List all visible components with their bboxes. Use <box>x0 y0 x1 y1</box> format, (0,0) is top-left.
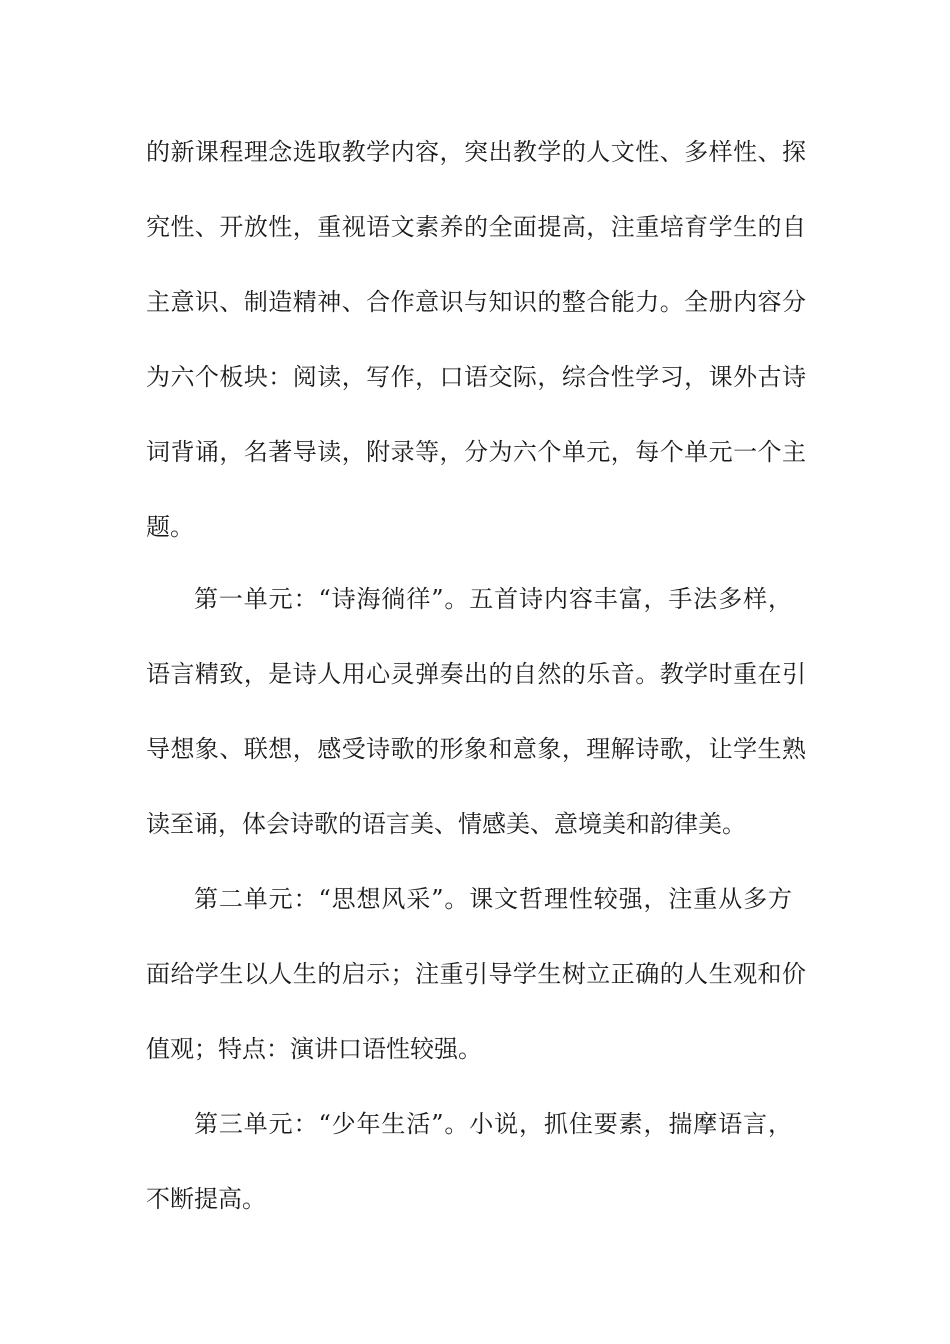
text-line: 不断提高。 <box>146 1185 266 1213</box>
paragraph-first-line: 第一单元：“诗海徜徉”。五首诗内容丰富，手法多样， <box>194 585 792 613</box>
text-line: 为六个板块：阅读，写作，口语交际，综合性学习，课外古诗 <box>146 363 806 391</box>
paragraph-first-line: 第二单元：“思想风采”。课文哲理性较强，注重从多方 <box>194 885 792 913</box>
text-line: 读至诵，体会诗歌的语言美、情感美、意境美和韵律美。 <box>146 810 746 838</box>
text-line: 的新课程理念选取教学内容，突出教学的人文性、多样性、探 <box>146 138 806 166</box>
text-line: 主意识、制造精神、合作意识与知识的整合能力。全册内容分 <box>146 288 806 316</box>
paragraph-first-line: 第三单元：“少年生活”。小说，抓住要素，揣摩语言， <box>194 1110 792 1138</box>
text-line: 究性、开放性，重视语文素养的全面提高，注重培育学生的自 <box>146 213 806 241</box>
text-line: 面给学生以人生的启示；注重引导学生树立正确的人生观和价 <box>146 960 806 988</box>
text-line: 语言精致，是诗人用心灵弹奏出的自然的乐音。教学时重在引 <box>146 660 806 688</box>
text-line: 导想象、联想，感受诗歌的形象和意象，理解诗歌，让学生熟 <box>146 735 806 763</box>
text-line: 值观；特点：演讲口语性较强。 <box>146 1035 482 1063</box>
text-line: 词背诵，名著导读，附录等，分为六个单元，每个单元一个主 <box>146 438 806 466</box>
text-line: 题。 <box>146 513 194 541</box>
